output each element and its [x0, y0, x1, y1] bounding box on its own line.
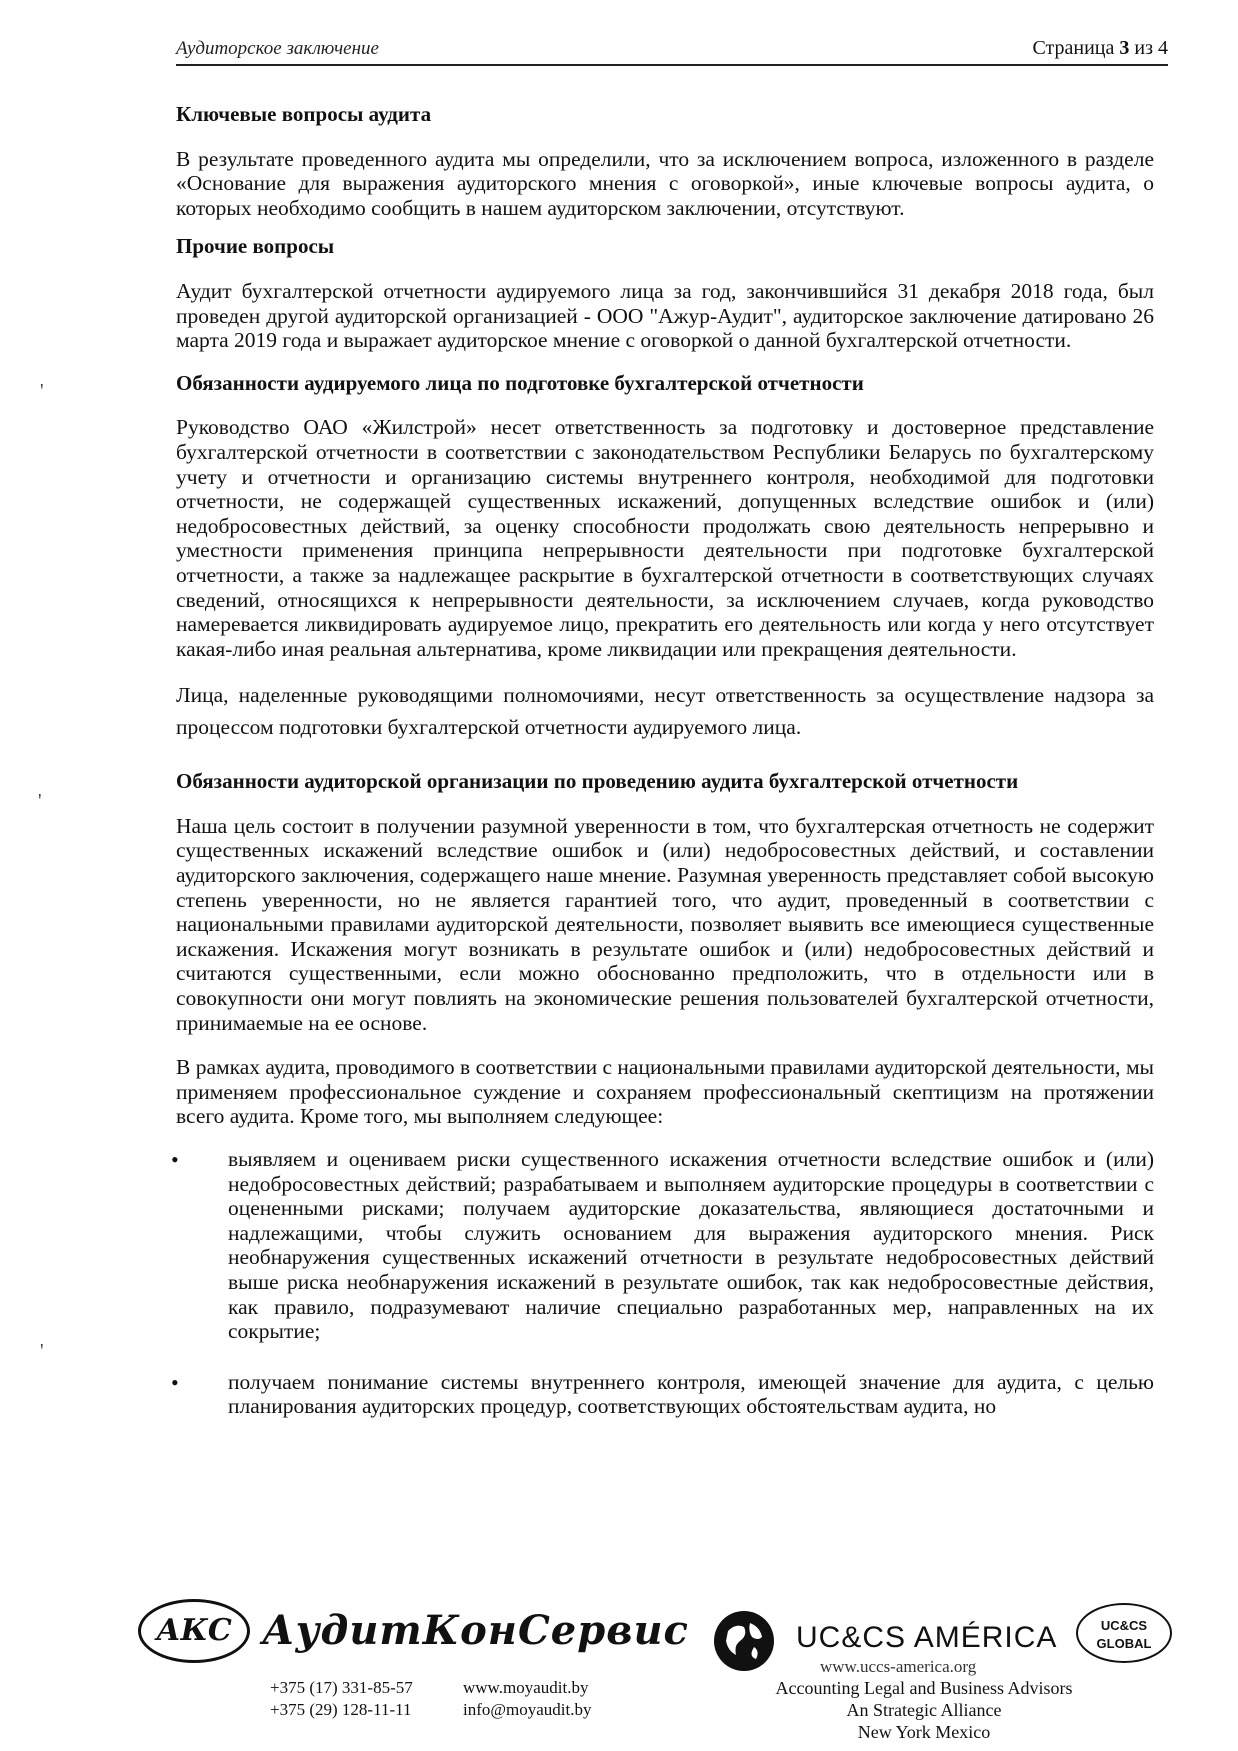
page-indicator: [1032, 37, 1168, 60]
globe-icon: [714, 1611, 774, 1671]
auditor-responsibilities-heading: Обязанности аудиторской организации по проведению аудита бухгалтерской отчетности: [176, 769, 1019, 794]
scan-mark: ': [38, 790, 42, 812]
akc-phones: [270, 1677, 413, 1721]
akc-logo: АКС: [138, 1599, 250, 1663]
entity-responsibilities-paragraph: Руководство ОАО «Жилстрой» несет ответственность за подготовку и достоверное представление бухгалтерской отчетности в соответствии с законодательством Республики Беларусь по бухгалтерскому учету и отчетности и организацию системы внутреннего контроля, необходимой для подготовки отчетности, не содержащей существенных искажений, допущенных вследствие ошибок и (или) недобросовестных действий, за оценку способности продолжать свою деятельность непрерывно и уместности применения принципа непрерывности деятельности при подготовке бухгалтерской отчетности, а также за надлежащее раскрытие в бухгалтерской отчетности в соответствующих случаях сведений, относящихся к непрерывности деятельности, за исключением случаев, когда руководство намеревается ликвидировать аудируемое лицо, прекратить его деятельность или когда у него отсутствует какая-либо иная реальная альтернатива, кроме ликвидации или прекращения деятельности.: [176, 415, 1154, 661]
page-footer: [0, 1585, 1238, 1751]
global-logo-line-1: UC&CS: [1100, 1618, 1148, 1633]
website-link: www.moyaudit.by: [463, 1678, 589, 1697]
auditor-objective-paragraph: Наша цель состоит в получении разумной уверенности в том, что бухгалтерская отчетность не содержит существенных искажений вследствие ошибок и (или) недобросовестных действий, и составлении аудиторского заключения, содержащего наше мнение. Разумная уверенность представляет собой высокую степень уверенности, но не является гарантией того, что аудит, проведенный в соответствии с национальными правилами аудиторской деятельности, позволяет выявить все имеющиеся существенные искажения. Искажения могут возникать в результате ошибок и (или) недобросовестных действий и считаются существенными, если можно обоснованно предположить, что в отдельности или в совокупности они могут повлиять на экономические решения пользователей бухгалтерской отчетности, принимаемые на ее основе.: [176, 813, 1154, 1035]
scan-mark: ': [40, 1340, 44, 1362]
page-total: 4: [1158, 37, 1168, 59]
ucs-line-3: New York Mexico: [857, 1722, 991, 1742]
email-link: info@moyaudit.by: [463, 1700, 592, 1719]
list-item: [171, 1369, 1154, 1419]
global-logo-line-2: GLOBAL: [1096, 1636, 1152, 1651]
governance-paragraph: Лица, наделенные руководящими полномочиями, несут ответственность за осуществление надзора за процессом подготовки бухгалтерской отчетности аудируемого лица.: [176, 683, 1154, 740]
list-item: [171, 1147, 1154, 1344]
list-item-text: получаем понимание системы внутреннего контроля, имеющей значение для аудита, с целью планирования аудиторских процедур, соответствующих обстоятельствам аудита, но: [228, 1369, 1154, 1419]
page-of: из: [1134, 37, 1153, 59]
phone-1: +375 (17) 331-85-57: [270, 1678, 413, 1697]
ucs-global-logo: [1076, 1603, 1172, 1663]
phone-2: +375 (29) 128-11-11: [270, 1700, 412, 1719]
akc-company-name: АудитКонСервис: [262, 1607, 689, 1654]
ucs-line-2: An Strategic Alliance: [846, 1700, 1002, 1720]
page-number: 3: [1119, 37, 1130, 59]
ucs-tagline: [752, 1677, 1096, 1743]
entity-responsibilities-heading: Обязанности аудируемого лица по подготовке бухгалтерской отчетности: [176, 370, 864, 395]
page-header: [176, 30, 1168, 66]
document-body: [171, 102, 1154, 1445]
other-matters-heading: Прочие вопросы: [176, 234, 335, 259]
list-item-text: выявляем и оцениваем риски существенного искажения отчетности вследствие ошибок и (или) недобросовестных действий; разрабатываем и выполняем аудиторские процедуры в соответствии с оцененными рисками; получаем аудиторские доказательства, являющиеся достаточными и надлежащими, чтобы служить основанием для выражения аудиторского мнения. Риск необнаружения существенных искажений отчетности в результате недобросовестных действий выше риска необнаружения искажений в результате ошибок, так как недобросовестные действия, как правило, подразумевают наличие специально разработанных мер, направленных на их сокрытие;: [228, 1147, 1154, 1344]
akc-web-contacts: [463, 1677, 592, 1721]
audit-scope-paragraph: В рамках аудита, проводимого в соответствии с национальными правилами аудиторской деятельности, мы применяем профессиональное суждение и сохраняем профессиональный скептицизм на протяжении всего аудита. Кроме того, мы выполняем следующее:: [176, 1055, 1154, 1129]
bullet-icon: •: [171, 1369, 179, 1395]
ucs-line-1: Accounting Legal and Business Advisors: [775, 1678, 1073, 1698]
scan-mark: ': [40, 380, 44, 402]
document-title: Аудиторское заключение: [176, 38, 379, 59]
procedures-list: [171, 1147, 1154, 1419]
bullet-icon: •: [171, 1147, 179, 1172]
key-matters-heading: Ключевые вопросы аудита: [176, 102, 432, 126]
page-label: Страница: [1032, 37, 1115, 59]
other-matters-text: Аудит бухгалтерской отчетности аудируемого лица за год, закончившийся 31 декабря 2018 года, был проведен другой аудиторской организацией - ООО "Ажур-Аудит", аудиторское заключение датировано 26 марта 2019 года и выражает аудиторское мнение с оговоркой о данной бухгалтерской отчетности.: [176, 278, 1154, 353]
ucs-website: www.uccs-america.org: [820, 1657, 977, 1676]
ucs-title: UC&CS AMÉRICA: [796, 1621, 1058, 1654]
key-matters-text: В результате проведенного аудита мы определили, что за исключением вопроса, изложенного в разделе «Основание для выражения аудиторского мнения с оговоркой», иные ключевые вопросы аудита, о которых необходимо сообщить в нашем аудиторском заключении, отсутствуют.: [176, 146, 1154, 220]
